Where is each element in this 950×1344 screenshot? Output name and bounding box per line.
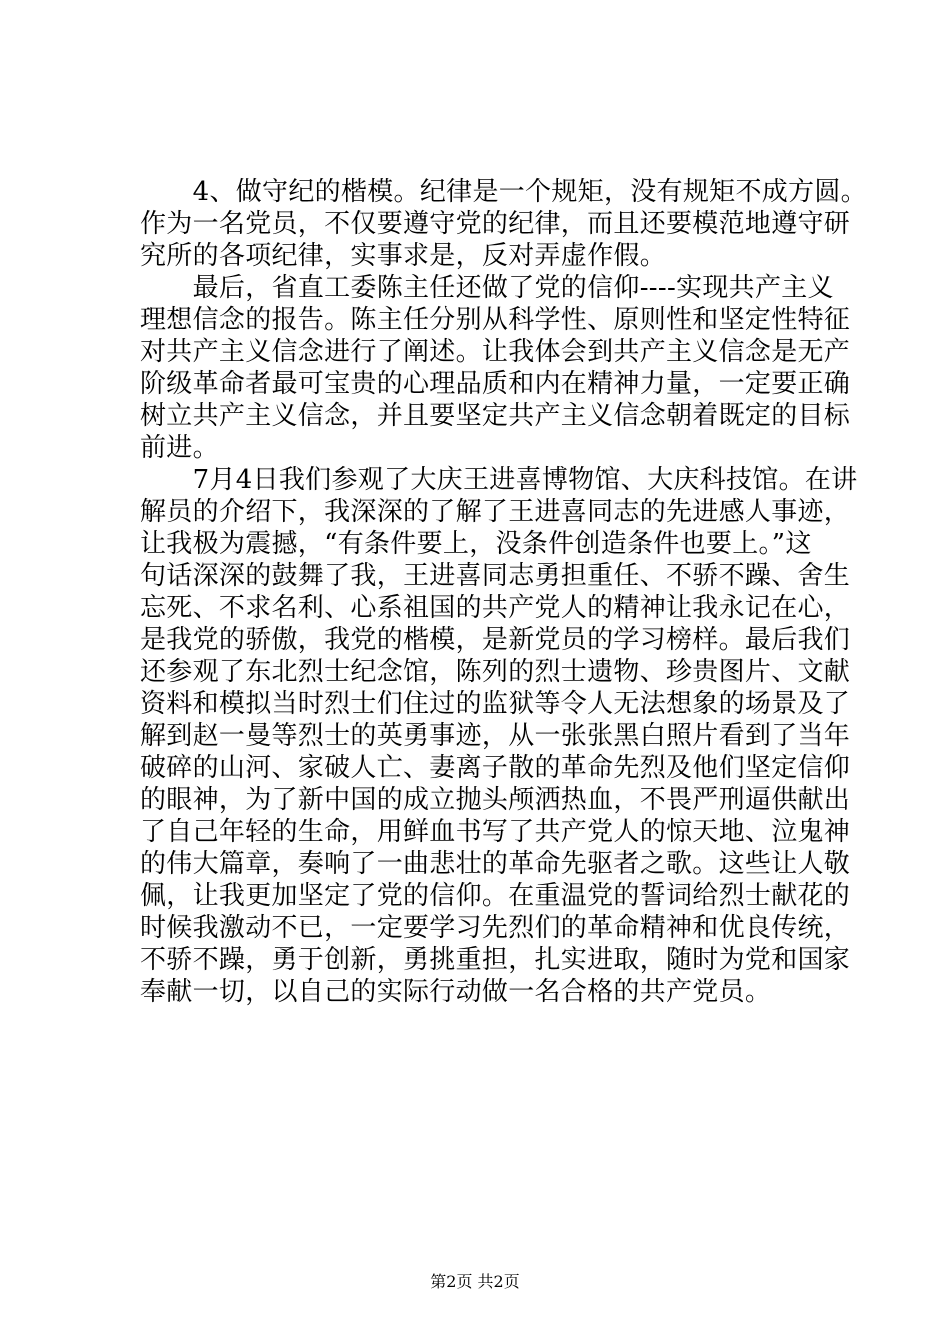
text-line: 忘死、不求名利、心系祖国的共产党人的精神让我永记在心，: [140, 593, 851, 623]
text-line: 7月4日我们参观了大庆王进喜博物馆、大庆科技馆。在讲: [140, 465, 858, 495]
page-number: 第2页 共2页: [430, 1272, 520, 1291]
text-line: 的伟大篇章，奏响了一曲悲壮的革命先驱者之歌。这些让人敬: [140, 849, 851, 879]
text-line: 阶级革命者最可宝贵的心理品质和内在精神力量，一定要正确: [140, 369, 851, 399]
text-line: 解员的介绍下，我深深的了解了王进喜同志的先进感人事迹，: [140, 497, 851, 527]
text-line: 前进。: [140, 433, 219, 463]
text-line: 的眼神，为了新中国的成立抛头颅洒热血，不畏严刑逼供献出: [140, 785, 851, 815]
text-line: 奉献一切，以自己的实际行动做一名合格的共产党员。: [140, 977, 772, 1007]
text-line: 树立共产主义信念，并且要坚定共产主义信念朝着既定的目标: [140, 401, 851, 431]
text-line: 对共产主义信念进行了阐述。让我体会到共产主义信念是无产: [140, 337, 851, 367]
text-line: 让我极为震撼，“有条件要上，没条件创造条件也要上。”这: [140, 529, 812, 559]
text-line: 还参观了东北烈士纪念馆，陈列的烈士遗物、珍贵图片、文献: [140, 657, 851, 687]
text-line: 句话深深的鼓舞了我，王进喜同志勇担重任、不骄不躁、舍生: [140, 561, 851, 591]
text-line: 究所的各项纪律，实事求是，反对弄虚作假。: [140, 241, 667, 271]
text-line: 作为一名党员，不仅要遵守党的纪律，而且还要模范地遵守研: [140, 209, 851, 239]
text-line: 理想信念的报告。陈主任分别从科学性、原则性和坚定性特征: [140, 305, 851, 335]
text-line: 最后，省直工委陈主任还做了党的信仰----实现共产主义: [140, 273, 834, 303]
text-line: 时候我激动不已，一定要学习先烈们的革命精神和优良传统，: [140, 913, 851, 943]
text-line: 佩，让我更加坚定了党的信仰。在重温党的誓词给烈士献花的: [140, 881, 851, 911]
text-line: 4、做守纪的楷模。纪律是一个规矩，没有规矩不成方圆。: [140, 177, 867, 207]
text-line: 解到赵一曼等烈士的英勇事迹，从一张张黑白照片看到了当年: [140, 721, 851, 751]
document-body: [140, 176, 867, 1008]
text-line: 了自己年轻的生命，用鲜血书写了共产党人的惊天地、泣鬼神: [140, 817, 851, 847]
text-line: 是我党的骄傲，我党的楷模，是新党员的学习榜样。最后我们: [140, 625, 851, 655]
text-line: 破碎的山河、家破人亡、妻离子散的革命先烈及他们坚定信仰: [140, 753, 851, 783]
page-footer: [0, 1272, 950, 1292]
text-line: 资料和模拟当时烈士们住过的监狱等令人无法想象的场景及了: [140, 689, 851, 719]
text-line: 不骄不躁，勇于创新，勇挑重担，扎实进取，随时为党和国家: [140, 945, 851, 975]
